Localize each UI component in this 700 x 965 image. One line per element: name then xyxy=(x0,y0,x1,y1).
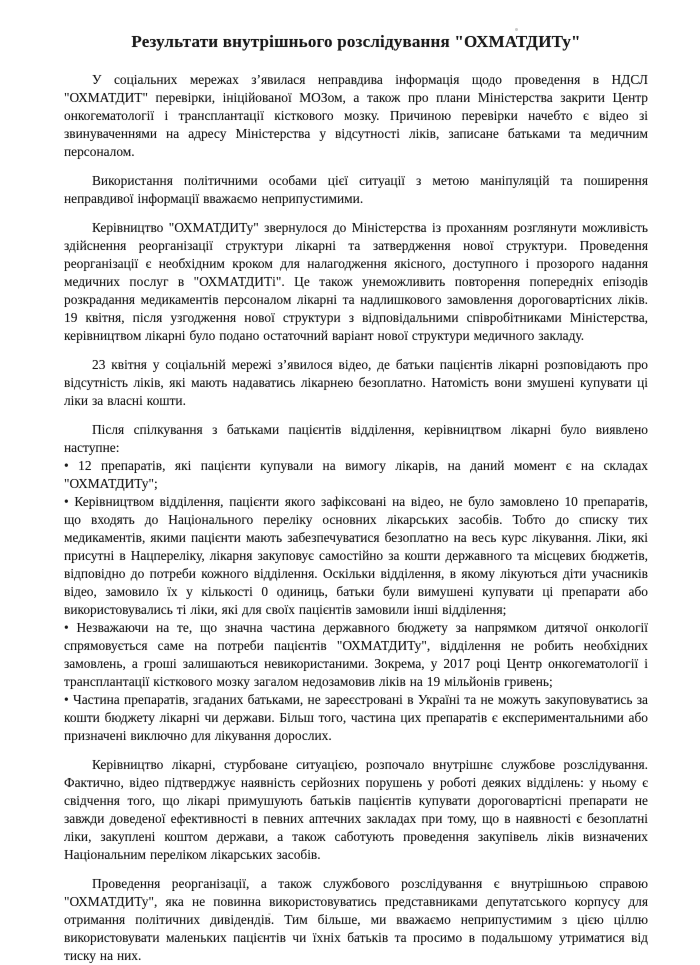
paragraph-social-media-info: У соціальних мережах з’явилася неправдива інформація щодо проведення в НДСЛ "ОХМАТДИТ" перевірки, ініційованої МОЗом, а також про плани Міністерства закрити Центр онкогематології і трансплантації кісткового мозку. Причиною перевірки начебто є відео зі звинуваченнями на адресу Міністерства у відсутності ліків, записане батьками та медичним персоналом. xyxy=(64,72,648,159)
paragraph-reorganization: Керівництво "ОХМАТДИТу" звернулося до Міністерства із проханням розглянути можливість здійснення реорганізації структури лікарні та затвердження нової структури. Проведення реорганізації є необхідним кроком для налагодження якісного, доступного і прозорого надання медичних послуг в "ОХМАТДИТі". Це також унеможливить повторення попередніх епізодів розкрадання медикаментів персоналом лікарні та надлишкового замовлення дороговартісних ліків. 19 квітня, після узгодження нової структури з відповідальними співробітниками Міністерства, керівництвом лікарні було подано остаточний варіант нової структури медичного закладу. xyxy=(64,220,648,343)
paragraph-no-political-pressure: Проведення реорганізації, а також службового розслідування є внутрішньою справою "ОХМАТДИТу", яка не повинна використовуватись представниками депутатського корпусу для отримання політичних дивідендів. Тим більше, ми вважаємо неприпустимим з цією ціллю використовувати маленьких пацієнтів чи їхніх батьків та просимо в подальшому утриматися від тиску на них. xyxy=(64,876,648,963)
paragraph-april-23-video: 23 квітня у соціальній мережі з’явилося відео, де батьки пацієнтів лікарні розповідають про відсутність ліків, які мають надаватись лікарнею безоплатно. Натомість вони змушені купувати ці ліки за власні кошти. xyxy=(64,357,648,408)
paragraph-political-manipulation: Використання політичними особами цієї ситуації з метою маніпуляцій та поширення неправдивої інформації вважаємо неприпустимими. xyxy=(64,173,648,206)
document-title: Результати внутрішнього розслідування "ОХМАТДИТу" xyxy=(131,32,581,51)
scan-speck xyxy=(268,913,271,915)
finding-item-unordered-drugs: • Керівництвом відділення, пацієнти якого зафіксовані на відео, не було замовлено 10 препаратів, що входять до Національного переліку основних лікарських засобів. Тобто до списку тих медикаментів, якими пацієнти мають забезпечуватися безоплатно на весь курс лікування. Ліки, які присутні в Нацпереліку, лікарня закуповує самостійно за кошти державного та місцевих бюджетів, відповідно до потреби кожного відділення. Оскільки відділення, в якому лікуються діти учасників відео, замовило їх у кількості 0 одиниць, батьки були вимушені купувати ці препарати або використовувались ті ліки, які для своїх пацієнтів замовили інші відділення; xyxy=(64,494,648,617)
findings-list xyxy=(64,457,648,745)
finding-item-unused-budget: • Незважаючи на те, що значна частина державного бюджету за напрямком дитячої онкології спрямовується саме на потреби пацієнтів "ОХМАТДИТу", відділення не робить необхідних замовлень, а гроші залишаються невикористаними. Зокрема, у 2017 році Центр онкогематології і трансплантації кісткового мозку загалом недозамовив ліків на 19 мільйонів гривень; xyxy=(64,620,648,689)
finding-item-12-drugs: • 12 препаратів, які пацієнти купували на вимогу лікарів, на даний момент є на складах "ОХМАТДИТу"; xyxy=(64,458,648,491)
paragraph-findings-intro: Після спілкування з батьками пацієнтів відділення, керівництвом лікарні було виявлено наступне: xyxy=(64,422,648,455)
scan-speck xyxy=(180,940,183,942)
finding-item-unregistered-drugs: • Частина препаратів, згаданих батьками, не зареєстровані в Україні та не можуть закуповуватись за кошти бюджету лікарні чи держави. Більш того, частина цих препаратів є експериментальними або призначені виключно для лікування дорослих. xyxy=(64,692,648,743)
scan-speck xyxy=(515,28,518,31)
paragraph-internal-investigation: Керівництво лікарні, стурбоване ситуацією, розпочало внутрішнє службове розслідування. Фактично, відео підтверджує наявність серйозних порушень у роботі деяких відділень: у ньому є свідчення того, що лікарі примушують батьків пацієнтів купувати дороговартісні препарати не завжди доведеної ефективності в певних аптечних закладах при тому, що в наявності є безоплатні ліки, закуплені коштом держави, а також саботують проведення закупівель ліків визначених Національним переліком лікарських засобів. xyxy=(64,757,648,862)
